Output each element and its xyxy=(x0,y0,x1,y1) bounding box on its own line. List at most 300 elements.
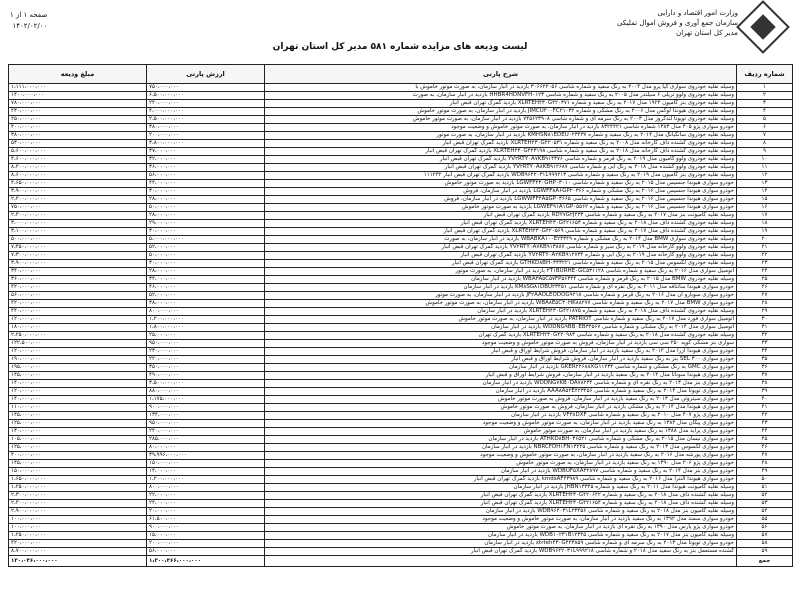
org-line: سازمان جمع آوری و فروش اموال تملیکی xyxy=(616,19,738,27)
row-value: ۱،۱۷۵،۰۰۰،۰۰۰ xyxy=(147,396,265,404)
row-number: ۵۶ xyxy=(737,524,793,532)
row-description: وسیله نقلیه خودروی سواری کیا پرو مدل ۲۰۰۴ به رنگ سفید و شماره شاسی ۳۰۶۶۲۲۰۵۶ بازدید در انبار سازمان، به صورت موتور خاموش با xyxy=(265,84,737,92)
row-description: وسیله نقلیه کشنده داف مدل ۲۰۱۸ به رنگ سفید و شماره XLRTEH۴۳۰G۴۲۰۶۴۲ بازدید گمرک تهران قبض انبار xyxy=(265,492,737,500)
row-description: خودرو سواری پورشه مدل ۲۰۱۶ به رنگ سفید بازدید در انبار سازمان، به صورت موتور خاموش و وضعیت موجود xyxy=(265,452,737,460)
row-number: ۵۰ xyxy=(737,476,793,484)
row-number: ۴۱ xyxy=(737,404,793,412)
row-description: وسیله نقلیه کامیون بنز مدل ۲۰۱۷ به رنگ سفید و شماره شاسی WDB۱۰۲۳۱B۱۲۳۴۵ بازدید در انبار سازمان xyxy=(265,532,737,540)
row-deposit: ۱۱۰،۰۰۰،۰۰۰ xyxy=(9,404,147,412)
table-row xyxy=(9,100,793,108)
row-description: وسیله نقلیه خودروی هیوندا لوکس مدل ۲۰۰۶ به رنگ مشکی و شماره JIMCU۴۰۰FC۲۱۰۳۲ بازدید در انبار سازمان، به صورت موتور خاموش xyxy=(265,108,737,116)
row-deposit: ۱،۲۵۰،۰۰۰،۰۰۰ xyxy=(9,484,147,492)
row-deposit: ۵۰۰،۰۰۰،۰۰۰ xyxy=(9,236,147,244)
col-header-value: ارزش پارتی xyxy=(147,65,265,84)
row-description: خودرو سواری هیوندا مدل ۲۰۱۴ به رنگ مشکی بازدید در انبار سازمان، فروش به صورت موتور خاموش xyxy=(265,404,737,412)
row-description: خودرو سواری پژو ۴۰۵ مدل ۱۳۸۳ شماره شاسی ۸۳۲۴۴۲۱ بازدید در انبار سازمان، به صورت موتور خاموش و وضعیت موجود xyxy=(265,124,737,132)
row-number: ۴۲ xyxy=(737,412,793,420)
row-number: ۳۰ xyxy=(737,316,793,324)
row-number: ۳۵ xyxy=(737,356,793,364)
row-deposit: ۱،۱۱۱،۰۰۰،۰۰۰ xyxy=(9,84,147,92)
row-description: وسیله نقلیه خودروی کشنده داف مدل ۲۰۱۸ به رنگ سفید و شماره XLRTEH۴۳۰G۴۲۱۸۷۵ بازدید در انبار سازمان xyxy=(265,308,737,316)
org-line: وزارت امور اقتصاد و دارایی xyxy=(657,9,738,17)
row-number: ۱۷ xyxy=(737,212,793,220)
row-number: ۲۹ xyxy=(737,308,793,316)
row-number: ۱۲ xyxy=(737,172,793,180)
row-number: ۵۳ xyxy=(737,500,793,508)
row-value: ۳۶،۰۰۰،۰۰۰ xyxy=(147,164,265,172)
table-row xyxy=(9,116,793,124)
row-number: ۴۹ xyxy=(737,468,793,476)
table-row xyxy=(9,132,793,140)
table-row xyxy=(9,204,793,212)
row-description: سواری بنز مشکی کوپه ۲۵۰ سی سی بازدید در انبار سازمان، فروش به صورت موتور خاموش و وضعیت موجود xyxy=(265,340,737,348)
row-deposit: ۱۹۰،۰۰۰،۰۰۰ xyxy=(9,356,147,364)
row-value: ۴،۰۰۰،۰۰۰،۰۰۰ xyxy=(147,108,265,116)
row-description: خودرو سواری هیوندا النترا مدل ۲۰۱۶ به رنگ سفید و شماره شاسی kmdsAF۴۳۹۸۹ بازدید گمرک تهران قبض انبار xyxy=(265,476,737,484)
row-description: خودرو سواری هیوندا سوناتا مدل ۲۰۱۴ به رنگ سفید بازدید در انبار سازمان، فروش شرایط اوراق و قبض انبار xyxy=(265,372,737,380)
table-row xyxy=(9,196,793,204)
row-value: ۱۵۰،۰۰۰،۰۰۰ xyxy=(147,460,265,468)
row-number: ۲۱ xyxy=(737,244,793,252)
row-value: ۳۷،۰۰۰،۰۰۰ xyxy=(147,148,265,156)
table-row xyxy=(9,356,793,364)
row-description: وسیله نقلیه خودروی سانگیانگ مدل ۲۰۱۴ به رنگ سفید و شماره KMHSN۸۱EDEU۰۲۳۴۳۷ بازدید در انبار سازمان، به صورت موتور xyxy=(265,132,737,140)
row-number: ۵۵ xyxy=(737,516,793,524)
row-deposit: ۲،۲۰۰،۰۰۰،۰۰۰ xyxy=(9,196,147,204)
row-description: خودرو سواری SEL ۳۰۰ بنز به رنگ سفید بازدید در انبار سازمان، فروش شرایط اوراق و قبض انبار xyxy=(265,356,737,364)
row-deposit: ۲،۴۰۰،۰۰۰،۰۰۰ xyxy=(9,500,147,508)
row-value: ۵۲،۰۰۰،۰۰۰ xyxy=(147,292,265,300)
row-number: ۴ xyxy=(737,108,793,116)
row-value: ۳،۸۰۰،۰۰۰،۰۰۰ xyxy=(147,140,265,148)
row-value: ۷۵۰،۰۰۰،۰۰۰ xyxy=(147,84,265,92)
row-value: ۳۸۰،۰۰۰،۰۰۰ xyxy=(147,124,265,132)
row-number: ۲۸ xyxy=(737,300,793,308)
table-row xyxy=(9,268,793,276)
table-row xyxy=(9,148,793,156)
row-number: ۱۸ xyxy=(737,220,793,228)
row-deposit: ۱۲۰،۰۰۰،۰۰۰ xyxy=(9,348,147,356)
row-value: ۲۰۰،۰۰۰،۰۰۰ xyxy=(147,132,265,140)
row-description: وسیله نقلیه خودروی کشنده داف مدل ۲۰۱۸ به رنگ سفید و شماره XLRTEH۴۳۰G۴۲۱۶۵۳ بازدید گمرک تهران قبض انبار xyxy=(265,220,737,228)
row-deposit: ۴۰۰،۰۰۰،۰۰۰ xyxy=(9,124,147,132)
row-deposit: ۲،۲۵۰،۰۰۰،۰۰۰ xyxy=(9,332,147,340)
row-number: ۱۵ xyxy=(737,196,793,204)
row-number: ۲۰ xyxy=(737,236,793,244)
table-row xyxy=(9,188,793,196)
row-number: ۱۳ xyxy=(737,180,793,188)
document-header xyxy=(0,0,800,62)
row-deposit: ۱۲۰،۰۰۰،۰۰۰ xyxy=(9,316,147,324)
row-value: ۸۸۰،۰۰۰،۰۰۰ xyxy=(147,388,265,396)
total-spacer xyxy=(265,556,737,567)
row-value: ۵۰،۰۰۰،۰۰۰ xyxy=(147,252,265,260)
row-description: خودرو سواری هیوندا سانتافه مدل ۲۰۱۱ به رنگ نقره ای و شماره شاسی KM۸SG۸۱DBU۲۳۴۵۱ بازدید در انبار سازمان xyxy=(265,284,737,292)
ministry-logo-icon xyxy=(736,0,790,54)
row-number: ۴۷ xyxy=(737,452,793,460)
row-deposit: ۱۴۵،۰۰۰،۰۰۰ xyxy=(9,460,147,468)
row-value: ۲۸،۰۰۰،۰۰۰ xyxy=(147,268,265,276)
row-number: ۵۴ xyxy=(737,508,793,516)
row-description: وسیله نقلیه خودروی کشنده داف کارخانه مدل ۲۰۰۸ به رنگ سفید و شماره XLRTEH۴۳۰G۴۲۰۵۳۱ بازدید گمرک تهران قبض انبار xyxy=(265,140,737,148)
col-header-description: شرح پارتی xyxy=(265,65,737,84)
row-deposit: ۱۰۵،۰۰۰،۰۰۰ xyxy=(9,436,147,444)
row-value: ۶۱،۵۰۰،۰۰۰ xyxy=(147,516,265,524)
row-value: ۱،۲۰۰،۰۰۰،۰۰۰ xyxy=(147,476,265,484)
table-row xyxy=(9,308,793,316)
row-value: ۳۲،۰۰۰،۰۰۰ xyxy=(147,156,265,164)
row-deposit: ۴،۶۵۰،۰۰۰،۰۰۰ xyxy=(9,180,147,188)
total-value: ۱،۳۰۰،۴۶۶،۰۰۰،۰۰۰ xyxy=(147,556,265,567)
table-row xyxy=(9,532,793,540)
row-value: ۵۶،۰۰۰،۰۰۰ xyxy=(147,548,265,556)
table-row xyxy=(9,340,793,348)
row-description: خودرو سواری پژو پارس مدل ۱۳۹۰ به رنگ نقره ای بازدید در انبار سازمان، به صورت موتور خاموش xyxy=(265,524,737,532)
row-value: ۲۰۰،۰۰۰،۰۰۰ xyxy=(147,540,265,548)
table-row xyxy=(9,540,793,548)
row-number: ۴۰ xyxy=(737,396,793,404)
table-row xyxy=(9,444,793,452)
row-value: ۵۲،۰۰۰،۰۰۰ xyxy=(147,244,265,252)
table-row xyxy=(9,476,793,484)
row-deposit: ۱۴۰،۰۰۰،۰۰۰ xyxy=(9,396,147,404)
table-row xyxy=(9,292,793,300)
row-deposit: ۴۴۰،۰۰۰،۰۰۰ xyxy=(9,308,147,316)
row-deposit: ۲،۴۰۰،۰۰۰،۰۰۰ xyxy=(9,212,147,220)
row-deposit: ۷۵۰،۰۰۰،۰۰۰ xyxy=(9,204,147,212)
row-number: ۲ xyxy=(737,92,793,100)
table-row xyxy=(9,468,793,476)
table-row xyxy=(9,316,793,324)
row-number: ۴۴ xyxy=(737,428,793,436)
table-row xyxy=(9,484,793,492)
row-description: وسیله نقلیه خودروی ولوو کامیون مدل ۲۰۱۹ به رنگ قرمز و شماره شاسی YV۲RTY۰A۷KB۹۱۴۳۷۶ بازدید گمرک تهران قبض انبار xyxy=(265,156,737,164)
row-deposit: ۱،۲۵۰،۰۰۰،۰۰۰ xyxy=(9,532,147,540)
page-info xyxy=(10,10,47,32)
row-deposit: ۳۸۰،۰۰۰،۰۰۰ xyxy=(9,132,147,140)
row-description: وسیله نقلیه خودروی لکسوس مدل ۲۰۱۵ به رنگ سفید و شماره شاسی GTHKD۸BH۰۳۳۳۲۲۱ بازدید گمرک تهران قبض انبار xyxy=(265,260,737,268)
row-value: ۴۶،۰۰۰،۰۰۰ xyxy=(147,284,265,292)
row-description: وسیله نقلیه خودروی بنز کامیون مدل ۲۰۱۹ به رنگ سفید و شماره شاسی WDB۹۶۴۲۰۳۱L۹۹۹۲۱۳ بازدید گمرک تهران قبض انبار ۱۱۱۲۳۲ xyxy=(265,172,737,180)
row-deposit: ۱۲۵،۰۰۰،۰۰۰ xyxy=(9,444,147,452)
row-description: وسیله نقلیه خودروی بنز کامیون ۱۹۲۴ مدل ۲۰۱۷ به رنگ سفید و شماره XLRTEH۴۳۰G۴۲۰۳۷۱ بازدید گمرک تهران قبض انبار xyxy=(265,100,737,108)
row-value: ۸۰۰،۰۰۰،۰۰۰ xyxy=(147,484,265,492)
row-deposit: ۵۳۰،۰۰۰،۰۰۰ xyxy=(9,140,147,148)
table-row xyxy=(9,428,793,436)
row-deposit: ۵۶۰،۰۰۰،۰۰۰ xyxy=(9,292,147,300)
row-number: ۱۶ xyxy=(737,204,793,212)
row-description: خودرو سواری پراید مدل ۱۳۸۸ به رنگ سفید بازدید در انبار سازمان، به صورت موتور خاموش xyxy=(265,428,737,436)
row-number: ۵۷ xyxy=(737,532,793,540)
row-description: خودرو سواری پیکان مدل ۱۳۸۴ به رنگ سفید بازدید در انبار سازمان، به صورت موتور خاموش و وضعیت موجود xyxy=(265,420,737,428)
row-number: ۱۹ xyxy=(737,228,793,236)
table-row xyxy=(9,228,793,236)
row-description: خودرو سواری بنز مدل ۲۰۱۴ به رنگ سفید و شماره شاسی WDBUF۵XA۳۲۸۹۷ بازدید در انبار سازمان xyxy=(265,468,737,476)
table-row xyxy=(9,380,793,388)
row-description: خودرو سواری هیوندا جنسیس مدل ۲۰۱۵ به رنگ سفید و شماره شاسی LGWFF۴۳۰GHP۰۳۰۱۰ بازدید به صورت موتور خاموش xyxy=(265,180,737,188)
table-row xyxy=(9,236,793,244)
row-number: ۵۸ xyxy=(737,540,793,548)
row-description: وسیله نقلیه خودروی سواری BMW مدل ۲۰۱۴ به رنگ مشکی و شماره WBABKA۱۰۰E۲۳۳۴۹ بازدید در انبار سازمان، به صورت xyxy=(265,236,737,244)
total-label: جمع xyxy=(737,556,793,567)
row-description: وسیله نقلیه خودروی ولوو کارخانه مدل ۲۰۱۹ به رنگ آبی و شماره YV۲RTY۰A۲KB۹۱۲۷۳۴ بازدید گمرک تهران قبض انبار xyxy=(265,252,737,260)
row-deposit: ۴،۶۰۰،۰۰۰،۰۰۰ xyxy=(9,156,147,164)
table-row xyxy=(9,508,793,516)
table-row xyxy=(9,460,793,468)
row-deposit: ۱۴۰۰،۰۰۰،۰۰۰ xyxy=(9,92,147,100)
row-value: ۹۵۰،۰۰۰،۰۰۰ xyxy=(147,420,265,428)
row-number: ۳۸ xyxy=(737,380,793,388)
row-value: ۱۴،۰۰۰،۰۰۰ xyxy=(147,468,265,476)
row-value: ۲۲۰،۰۰۰،۰۰۰ xyxy=(147,356,265,364)
row-description: خودرو سواری GMC به رنگ مشکی و شماره شاسی GKER۲۲۶۸۸XG۱۱۲۳۴ بازدید در انبار سازمان xyxy=(265,364,737,372)
row-description: خودرو سواری نیسان مدل ۲۰۱۵ به رنگ مشکی و شماره شاسی ATHKD۸BH۰۳۶۵۲۱ بازدید در انبار سازمان xyxy=(265,436,737,444)
row-number: ۳۱ xyxy=(737,324,793,332)
row-number: ۴۶ xyxy=(737,444,793,452)
row-number: ۴۳ xyxy=(737,420,793,428)
row-number: ۱۴ xyxy=(737,188,793,196)
row-number: ۳ xyxy=(737,100,793,108)
table-row xyxy=(9,420,793,428)
row-description: خودرو سواری سیتروئن مدل ۲۰۱۳ به رنگ سفید بازدید در انبار سازمان، فروش به صورت موتور خاموش xyxy=(265,396,737,404)
row-value: ۳۸،۰۰۰،۰۰۰ xyxy=(147,300,265,308)
org-line: مدیر کل استان تهران xyxy=(676,29,738,37)
table-row xyxy=(9,452,793,460)
row-description: خودرو سواری لکسوس مدل ۲۰۱۳ به رنگ سفید و شماره شاسی NBRCFDH۱FN۱۳۲۴۵ بازدید در انبار سازمان xyxy=(265,444,737,452)
table-row xyxy=(9,348,793,356)
deposit-table xyxy=(8,64,793,567)
table-row xyxy=(9,220,793,228)
row-deposit: ۷،۴۵۰،۰۰۰،۰۰۰ xyxy=(9,244,147,252)
table-row xyxy=(9,324,793,332)
table-row xyxy=(9,396,793,404)
row-number: ۵ xyxy=(737,116,793,124)
row-number: ۹ xyxy=(737,148,793,156)
row-deposit: ۲۵۰،۰۰۰،۰۰۰ xyxy=(9,116,147,124)
row-deposit: ۷۸۰،۰۰۰،۰۰۰ xyxy=(9,100,147,108)
row-description: خودرو سواری پژو ۲۰۶ مدل ۱۳۹۰ به رنگ سفید بازدید در انبار سازمان، به صورت موتور خاموش xyxy=(265,460,737,468)
row-description: خودرو سواری سمند مدل ۱۳۹۲ به رنگ سفید بازدید در انبار سازمان، به صورت موتور خاموش و وضعیت موجود xyxy=(265,516,737,524)
row-value: ۲۴۰،۰۰۰،۰۰۰ xyxy=(147,100,265,108)
table-row xyxy=(9,300,793,308)
row-value: ۳۹،۹۹۶،۰۰۰،۰۰۰ xyxy=(147,452,265,460)
row-description: خودرو سواری بنز مدل ۲۰۱۳ به رنگ نقره ای و شماره شاسی WDDNG۷KB۰DA۷۸۲۳۴ بازدید در انبار سازمان xyxy=(265,380,737,388)
col-header-row-number: شماره ردیف xyxy=(737,65,793,84)
row-description: وسیله نقلیه خودروی ولوو کارخانه مدل ۲۰۱۹ به رنگ سبز و شماره شاسی YV۲RTY۰A۷KB۹۱۳۸۸۷ بازدید گمرک تهران قبض انبار xyxy=(265,244,737,252)
row-number: ۳۷ xyxy=(737,372,793,380)
row-number: ۲۳ xyxy=(737,260,793,268)
row-number: ۳۶ xyxy=(737,364,793,372)
row-deposit: ۳۴۰،۰۰۰،۰۰۰ xyxy=(9,268,147,276)
row-deposit: ۱۲۰،۰۰۰،۰۰۰ xyxy=(9,388,147,396)
row-number: ۲۲ xyxy=(737,252,793,260)
row-deposit: ۴۳۰،۰۰۰،۰۰۰ xyxy=(9,108,147,116)
row-value: ۶،۵۰۰،۰۰۰،۰۰۰ xyxy=(147,92,265,100)
row-number: ۱ xyxy=(737,84,793,92)
row-description: وسیله نقلیه خودروی کشنده داف کارخانه مدل ۲۰۱۸ به رنگ سفید و شماره شاسی XLRTEH۴۳۰G۴۲۳۱۹۸ بازدید گمرک تهران قبض انبار xyxy=(265,148,737,156)
row-value: ۴۹۰،۰۰۰،۰۰۰ xyxy=(147,372,265,380)
table-row xyxy=(9,140,793,148)
row-description: وسیله نقلیه خودروی ولوو کشنده مدل ۲۰۱۸ به رنگ آبی و شماره شاسی YV۲RTY۰A۸KB۹۱۲۶۸۷ بازدید گمرک تهران قبض انبار xyxy=(265,164,737,172)
table-row xyxy=(9,412,793,420)
row-deposit: ۳،۰۰۰،۰۰۰،۰۰۰ xyxy=(9,220,147,228)
row-deposit: ۱۴۵،۰۰۰،۰۰۰ xyxy=(9,372,147,380)
row-description: وسیله نقلیه کامیون بنز مدل ۲۰۱۸ به رنگ سفید و شماره شاسی WDB۹۶۴۰۳۱L۲۳۴۵۶ بازدید در انبار سازمان xyxy=(265,508,737,516)
row-deposit: ۴۲۰،۰۰۰،۰۰۰ xyxy=(9,300,147,308)
table-row xyxy=(9,244,793,252)
row-value: ۲۸۵،۰۰۰،۰۰۰ xyxy=(147,436,265,444)
table-row xyxy=(9,212,793,220)
table-row xyxy=(9,276,793,284)
col-header-deposit: مبلغ ودیعه xyxy=(9,65,147,84)
table-row xyxy=(9,92,793,100)
row-value: ۱،۸۰۰،۰۰۰،۰۰۰ xyxy=(147,324,265,332)
table-row xyxy=(9,500,793,508)
page-title: لیست ودیعه های مزایده شماره ۵۸۱ مدیر کل استان تهران xyxy=(272,42,528,52)
row-description: وسیله نقلیه کشنده داف مدل ۲۰۱۸ به رنگ سفید و شماره XLRTEH۴۳۰G۴۲۱۶۵۴ بازدید گمرک تهران قبض انبار xyxy=(265,500,737,508)
row-deposit: ۲،۹۰۰،۰۰۰،۰۰۰ xyxy=(9,508,147,516)
table-row xyxy=(9,252,793,260)
table-row xyxy=(9,524,793,532)
row-value: ۳۵۰،۰۰۰،۰۰۰ xyxy=(147,364,265,372)
row-deposit: ۸،۷۰۰،۰۰۰،۰۰۰ xyxy=(9,548,147,556)
row-description: وسیله نقلیه خودروی تویوتا لندکروز مدل ۲۰۰۳ به رنگ سرمه ای و شماره شاسی ۷۴۵۶۲۳۹۰۸ بازدید در انبار سازمان، به صورت موتور خاموش xyxy=(265,116,737,124)
row-description: خودرو سواری تویوتا مدل ۲۰۱۴ به رنگ سفید و شماره شاسی AAA۸A۵۲E۴۲۳۴۵۶ بازدید در انبار سازمان xyxy=(265,388,737,396)
row-value: ۳۰،۰۰۰،۰۰۰ xyxy=(147,228,265,236)
total-row xyxy=(9,556,793,567)
row-value: ۳۰،۰۰۰،۰۰۰ xyxy=(147,188,265,196)
row-number: ۸ xyxy=(737,140,793,148)
table-row xyxy=(9,284,793,292)
row-value: ۲۵،۰۰۰،۰۰۰ xyxy=(147,332,265,340)
row-deposit: ۴۰۰،۰۰۰،۰۰۰ xyxy=(9,452,147,460)
row-deposit: ۴۲۰،۰۰۰،۰۰۰ xyxy=(9,284,147,292)
row-deposit: ۸،۲۰۰،۰۰۰،۰۰۰ xyxy=(9,164,147,172)
row-description: خودرو سواری BMW مدل ۲۰۱۷ به رنگ سفید و شماره شاسی WBA۸E۵C۳۰HK۸۸۲۷۷ بازدید در انبار سازمان، به صورت موتور خاموش xyxy=(265,300,737,308)
row-number: ۳۹ xyxy=(737,388,793,396)
row-value: ۲۹،۰۰۰،۰۰۰ xyxy=(147,220,265,228)
row-number: ۴۵ xyxy=(737,436,793,444)
row-number: ۳۳ xyxy=(737,340,793,348)
organization-block xyxy=(617,8,738,38)
row-number: ۳۲ xyxy=(737,332,793,340)
row-value: ۱،۲۰۰،۰۰۰،۰۰۰ xyxy=(147,316,265,324)
row-value: ۵۶،۰۰۰،۰۰۰ xyxy=(147,172,265,180)
row-description: خودرو سواری سوبارو ان مدل ۲۰۱۶ به رنگ قرمز و شماره شاسی JF۲AAOLEODOG۹۲۱۸ بازدید در انبار سازمان، به صورت موتور xyxy=(265,292,737,300)
row-value: ۲۳۰،۰۰۰،۰۰۰ xyxy=(147,348,265,356)
table-row xyxy=(9,164,793,172)
table-row xyxy=(9,516,793,524)
row-deposit: ۳،۹۰۰،۰۰۰،۰۰۰ xyxy=(9,188,147,196)
table-row xyxy=(9,404,793,412)
row-description: خودرو سواری هیوندا جنسیس مدل ۲۰۱۶ به رنگ سفید و شماره شاسی LGWWFF۴A۵GP۰۳۶۶۵ بازدید در انبار سازمان، فروش xyxy=(265,196,737,204)
row-description: وسیله نقلیه کامیونت بنز مدل ۲۰۱۷ به رنگ سفید و شماره شاسی RDY۷G۲J۴۳۳ بازدید گمرک تهران قبض انبار xyxy=(265,212,737,220)
row-deposit: ۱۵۰،۰۰۰،۰۰۰ xyxy=(9,468,147,476)
row-number: ۵۹ xyxy=(737,548,793,556)
table-header-row xyxy=(9,65,793,84)
row-number: ۴۸ xyxy=(737,460,793,468)
row-value: ۹۵۰،۰۰۰،۰۰۰ xyxy=(147,340,265,348)
row-deposit: ۳،۹۰۰،۰۰۰،۰۰۰ xyxy=(9,260,147,268)
row-value: ۵۰،۰۰۰،۰۰۰ xyxy=(147,204,265,212)
row-value: ۹۰۰،۰۰۰،۰۰۰ xyxy=(147,404,265,412)
row-deposit: ۱۸۰،۰۰۰،۰۰۰ xyxy=(9,324,147,332)
total-deposit: ۱۳۰،۰۴۶،۰۰۰،۰۰۰ xyxy=(9,556,147,567)
row-number: ۵۱ xyxy=(737,484,793,492)
row-deposit: ۱۳۰،۰۰۰،۰۰۰ xyxy=(9,428,147,436)
row-deposit: ۲،۳۰۰،۰۰۰،۰۰۰ xyxy=(9,492,147,500)
row-value: ۹۰۰،۰۰۰،۰۰۰ xyxy=(147,524,265,532)
row-value: ۲۰،۰۰۰،۰۰۰ xyxy=(147,508,265,516)
row-value: ۲۴،۰۰۰،۰۰۰ xyxy=(147,500,265,508)
row-value: ۱۵،۰۰۰،۰۰۰ xyxy=(147,532,265,540)
table-row xyxy=(9,84,793,92)
row-number: ۲۵ xyxy=(737,276,793,284)
table-row xyxy=(9,156,793,164)
row-value: ۴۴،۰۰۰،۰۰۰ xyxy=(147,180,265,188)
table-row xyxy=(9,388,793,396)
row-deposit: ۳،۱۰۰،۰۰۰،۰۰۰ xyxy=(9,228,147,236)
row-number: ۱۰ xyxy=(737,156,793,164)
table-row xyxy=(9,260,793,268)
table-row xyxy=(9,108,793,116)
row-description: خودرو سواری پژو ۴۰۷ مدل ۲۰۱۰ به رنگ سفید و شماره شاسی VF۳۸DXF بازدید در انبار سازمان xyxy=(265,412,737,420)
row-deposit: ۱۲۵،۰۰۰،۰۰۰ xyxy=(9,420,147,428)
row-value: ۵،۰۰۰،۰۰۰،۰۰۰ xyxy=(147,236,265,244)
row-description: وسیله نقلیه کامیونت هیوندا مدل ۲۰۱۱ به رنگ سفید و شماره JHBN۱۳۳۴۵ بازدید در انبار سازمان xyxy=(265,484,737,492)
row-description: وسیله نقلیه خودروی کشنده مدل ۲۰۱۸ به رنگ سفید و شماره شاسی XLRTEH۴۳۰G۴۲۰۹۸۳ بازدید گمرک تهران xyxy=(265,332,737,340)
document-date: ۱۴۰۲/۰۲/۰۰ xyxy=(12,22,48,30)
row-value: ۸۰۰،۰۰۰،۰۰۰ xyxy=(147,308,265,316)
table-row xyxy=(9,436,793,444)
row-number: ۲۶ xyxy=(737,284,793,292)
row-number: ۳۴ xyxy=(737,348,793,356)
table-row xyxy=(9,372,793,380)
row-deposit: ۱۴۵،۰۰۰،۰۰۰ xyxy=(9,412,147,420)
row-number: ۷ xyxy=(737,132,793,140)
row-deposit: ۱،۶۵۰،۰۰۰،۰۰۰ xyxy=(9,476,147,484)
row-description: خودرو سواری تویوتا مدل ۲۰۱۳ به رنگ سرمه ای و شماره شاسی xtrteh۴۳۰G۴۲۳۸۵۹ بازدید در انبار سازمان xyxy=(265,540,737,548)
row-value: ۸۰،۰۰۰،۰۰۰ xyxy=(147,444,265,452)
row-number: ۵۲ xyxy=(737,492,793,500)
table-row xyxy=(9,364,793,372)
row-value: ۲۲،۰۰۰،۰۰۰ xyxy=(147,492,265,500)
page-label: صفحه ۱ از ۱ xyxy=(10,11,48,19)
row-value: ۲۸،۰۰۰،۰۰۰ xyxy=(147,196,265,204)
row-number: ۲۷ xyxy=(737,292,793,300)
row-value: ۳۴،۰۰۰،۰۰۰ xyxy=(147,276,265,284)
row-description: اتومبیل سواری مدل ۲۰۱۶ به رنگ سفید و شماره شاسی ۲T۱BURHE۰GC۵۳۱۱۲۸ بازدید در انبار سازمان، به صورت موتور xyxy=(265,268,737,276)
row-deposit: ۷،۳۰۰،۰۰۰،۰۰۰ xyxy=(9,252,147,260)
row-deposit: ۱۰۰،۰۰۰،۰۰۰ xyxy=(9,524,147,532)
table-row xyxy=(9,332,793,340)
row-description: خودرو سواری هیوندا جنسیس مدل ۲۰۱۶ به رنگ سفید و شماره LGWEF۹۱A۱GP۰۵۵۶۲ بازدید به صورت موتور خاموش xyxy=(265,204,737,212)
row-deposit: ۱۰۰،۰۰۰،۰۰۰ xyxy=(9,516,147,524)
row-description: اتومبیل سواری فورد مدل ۲۰۱۷ به رنگ سفید و شماره شاسی PATRIOT بازدید در انبار سازمان، به صورت موتور خاموش xyxy=(265,316,737,324)
row-description: وسیله نقلیه خودروی ولوو تریلی ۶ سیلندر مدل ۲۰۰۵ به رنگ سفید و شماره شاسی HHBR4HDNVFH۰۱۲۳ بازدید در انبار سازمان، به صورت xyxy=(265,92,737,100)
row-description: خودرو سواری هیوندا جنسیس مدل ۲۰۱۶ به رنگ مشکی و شماره LGWFF۸A۶GP۲۰۳۶۶ بازدید در انبار سازمان، فروش xyxy=(265,188,737,196)
row-deposit: ۸،۶۰۰،۰۰۰،۰۰۰ xyxy=(9,172,147,180)
row-description: خودرو سواری هیوندا آزرا مدل ۲۰۱۲ به رنگ سفید بازدید در انبار سازمان، فروش شرایط اوراق و قبض انبار xyxy=(265,348,737,356)
row-description: کشنده مستعمل بنز به رنگ سفید مدل ۲۰۱۸ و شماره شاسی WDB۹۶۴۲۰۳۱L۹۹۹۲۱۸ بازدید گمرک تهران قبض انبار xyxy=(265,548,737,556)
row-deposit: ۱۴۰،۰۰۰،۰۰۰ xyxy=(9,380,147,388)
row-description: اتومبیل سواری مدل ۲۰۱۴ به رنگ مشکی و شماره شاسی WDDNG۹BB۰EB۳۴۵۶۷ بازدید در انبار سازمان xyxy=(265,324,737,332)
table-row xyxy=(9,124,793,132)
row-number: ۲۴ xyxy=(737,268,793,276)
row-deposit: ۵،۶۰۰،۰۰۰،۰۰۰ xyxy=(9,148,147,156)
row-description: وسیله نقلیه خودروی کشنده داف مدل ۲۰۱۷ به رنگ سفید و شماره شاسی XLRTEH۴۳۰G۴۲۰۵۶۹ بازدید گمرک تهران قبض انبار xyxy=(265,228,737,236)
table-row xyxy=(9,548,793,556)
